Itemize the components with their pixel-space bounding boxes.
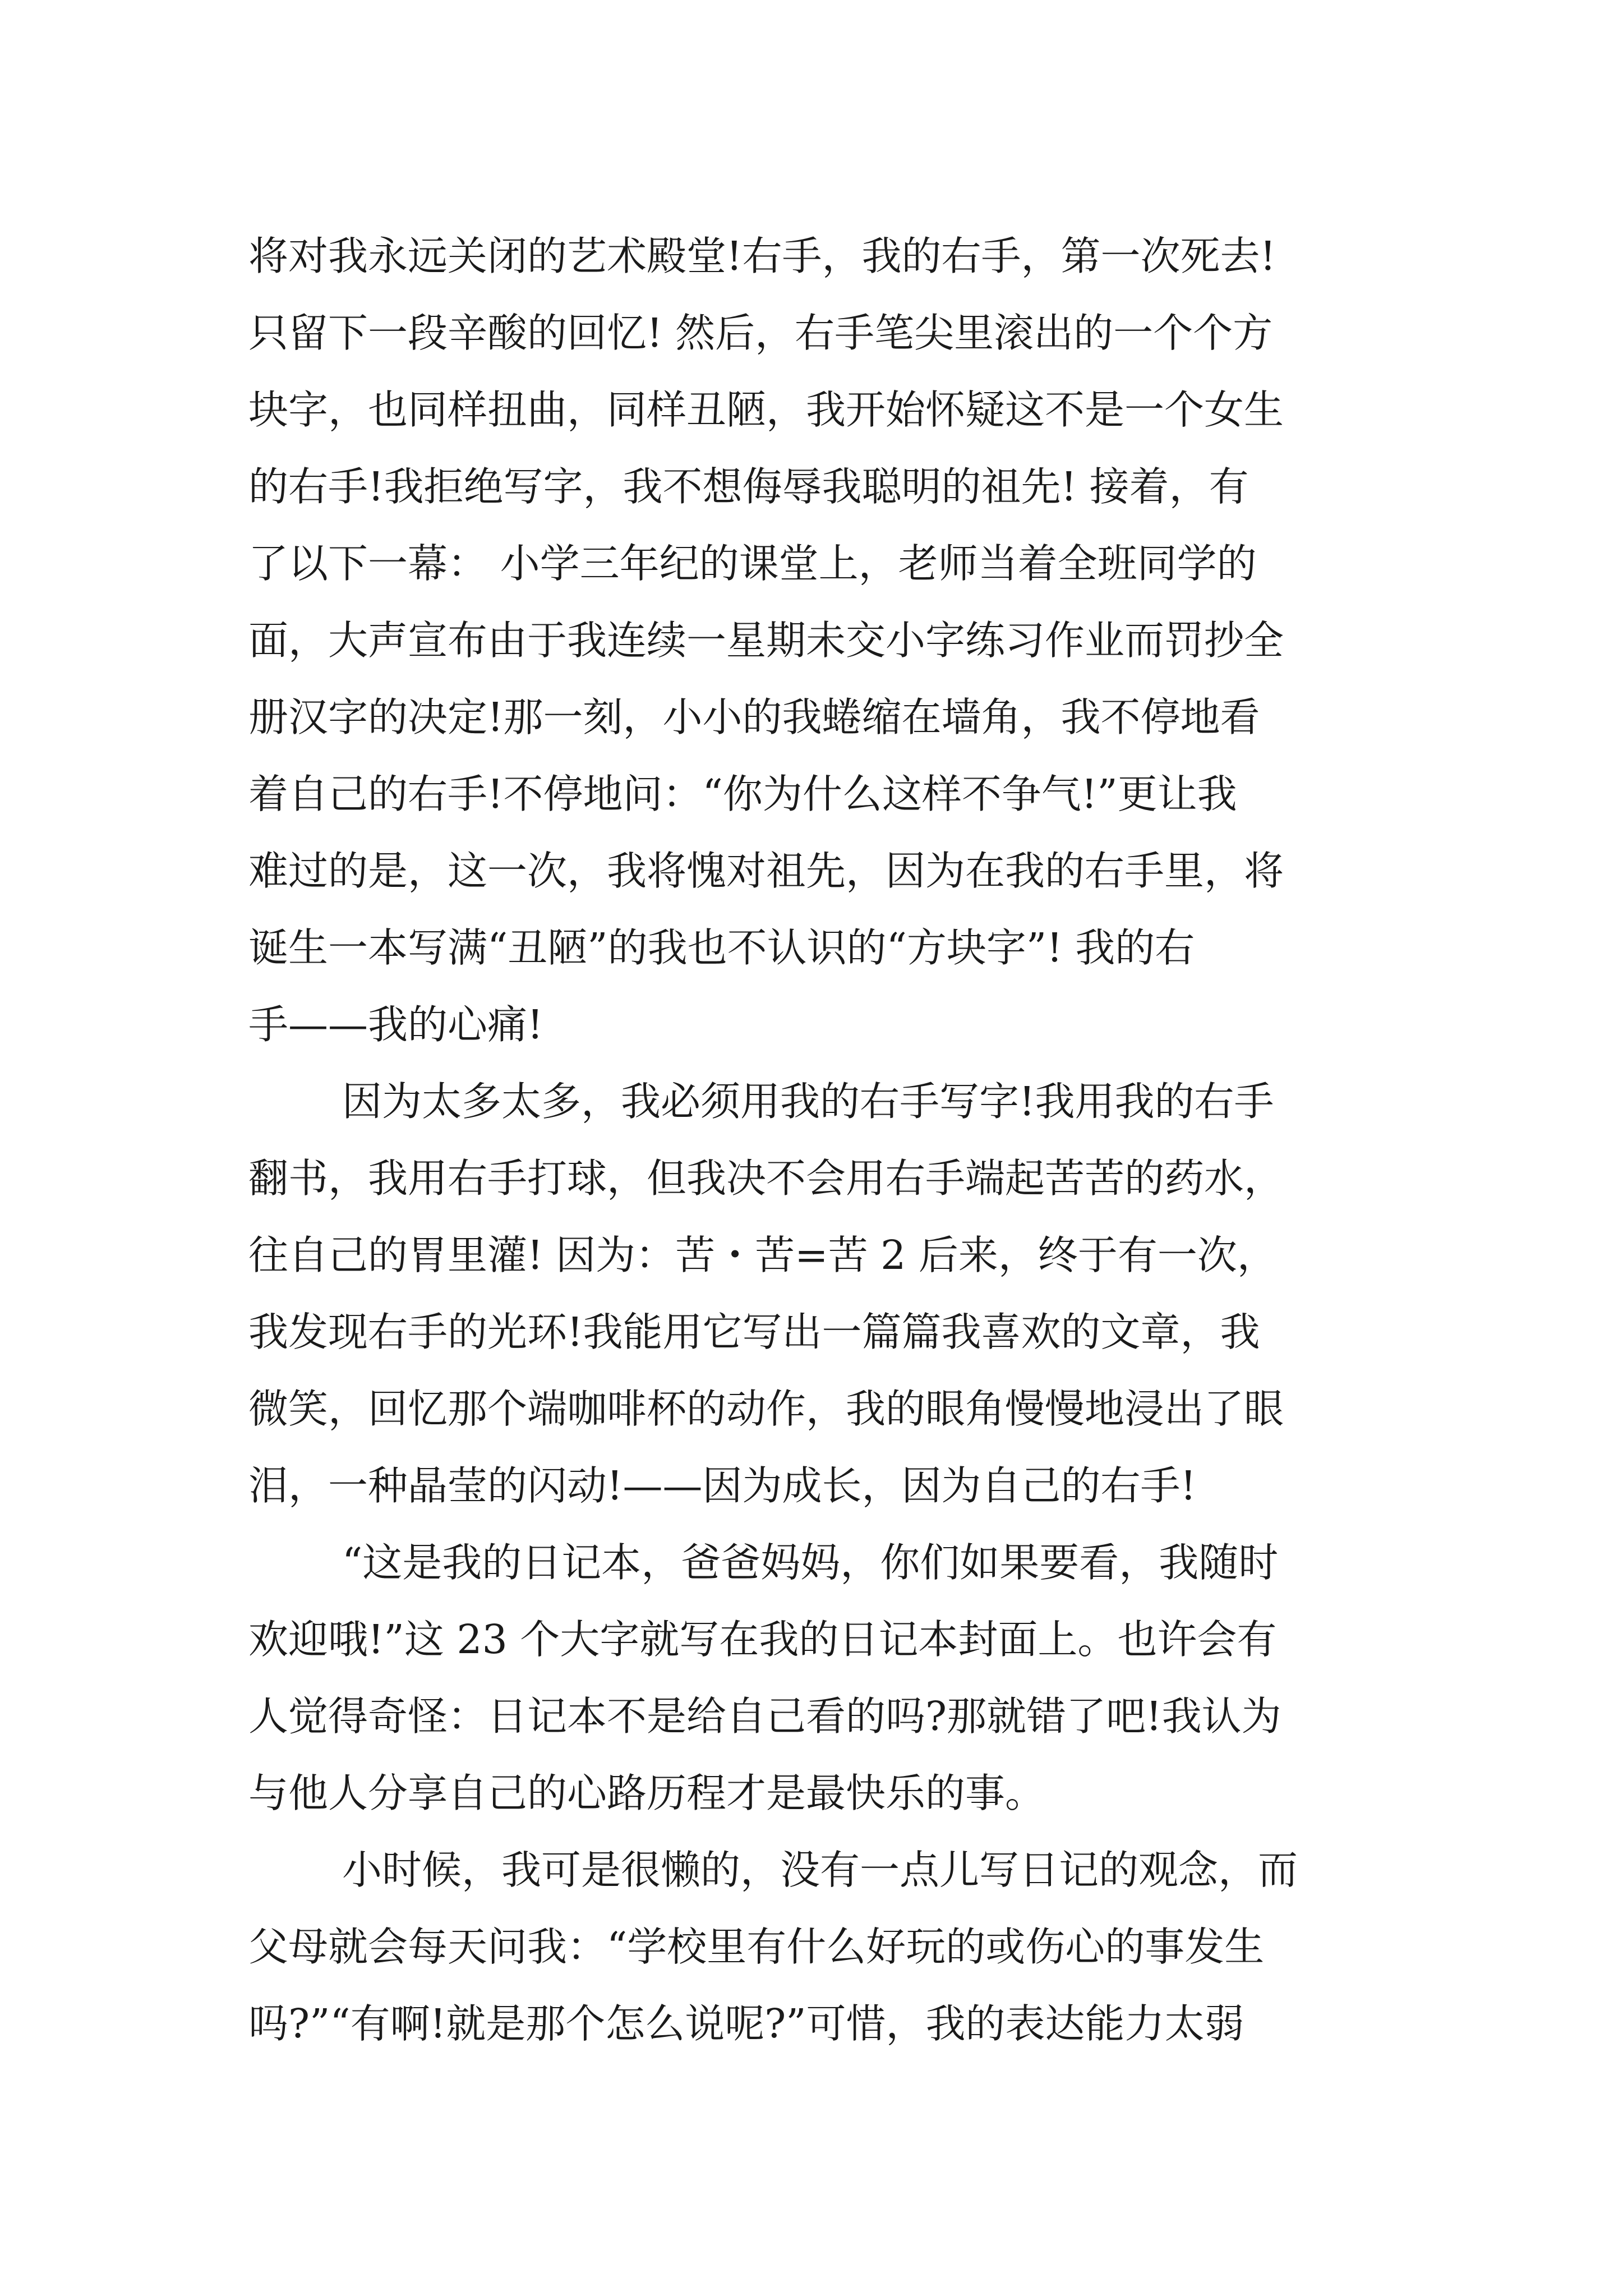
text-line: 与他人分享自己的心路历程才是最快乐的事。: [248, 1770, 1045, 1816]
text-line: 吗?”“有啊!就是那个怎么说呢?”可惜，我的表达能力太弱: [248, 2000, 1244, 2047]
text-line: 我发现右手的光环!我能用它写出一篇篇我喜欢的文章，我: [248, 1309, 1260, 1355]
text-line: 只留下一段辛酸的回忆! 然后，右手笔尖里滚出的一个个方: [248, 310, 1273, 356]
text-line: 着自己的右手!不停地问：“你为什么这样不争气!”更让我: [248, 771, 1237, 817]
text-line: 手——我的心痛!: [248, 1001, 543, 1048]
paragraph-first-line: 小时候，我可是很懒的，没有一点儿写日记的观念，而: [342, 1847, 1298, 1893]
body-text: [248, 218, 1381, 2062]
text-line: 欢迎哦!”这 23 个大字就写在我的日记本封面上。也许会有: [248, 1616, 1277, 1663]
text-line: 难过的是，这一次，我将愧对祖先，因为在我的右手里，将: [248, 848, 1284, 894]
text-line: 微笑，回忆那个端咖啡杯的动作，我的眼角慢慢地浸出了眼: [248, 1386, 1284, 1432]
paragraph-first-line: 因为太多太多，我必须用我的右手写字!我用我的右手: [342, 1078, 1274, 1125]
text-line: 面，大声宣布由于我连续一星期未交小字练习作业而罚抄全: [248, 617, 1284, 664]
text-line: 诞生一本写满“丑陋”的我也不认识的“方块字”! 我的右: [248, 924, 1195, 971]
text-line: 将对我永远关闭的艺术殿堂!右手，我的右手，第一次死去!: [248, 233, 1276, 279]
text-line: 父母就会每天问我：“学校里有什么好玩的或伤心的事发生: [248, 1924, 1265, 1970]
text-line: 往自己的胃里灌! 因为：苦・苦=苦 2 后来，终于有一次，: [248, 1232, 1277, 1278]
text-line: 人觉得奇怪：日记本不是给自己看的吗?那就错了吧!我认为: [248, 1693, 1281, 1740]
text-line: 册汉字的决定!那一刻，小小的我蜷缩在墙角，我不停地看: [248, 694, 1260, 740]
text-line: 的右手!我拒绝写字，我不想侮辱我聪明的祖先! 接着，有: [248, 463, 1249, 510]
paragraph-first-line: “这是我的日记本，爸爸妈妈，你们如果要看，我随时: [342, 1539, 1279, 1586]
text-line: 块字，也同样扭曲，同样丑陋，我开始怀疑这不是一个女生: [248, 386, 1284, 433]
text-line: 泪，一种晶莹的闪动!——因为成长，因为自己的右手!: [248, 1462, 1197, 1509]
text-line: 了以下一幕： 小学三年纪的课堂上，老师当着全班同学的: [248, 540, 1257, 587]
text-line: 翻书，我用右手打球，但我决不会用右手端起苦苦的药水，: [248, 1155, 1284, 1202]
